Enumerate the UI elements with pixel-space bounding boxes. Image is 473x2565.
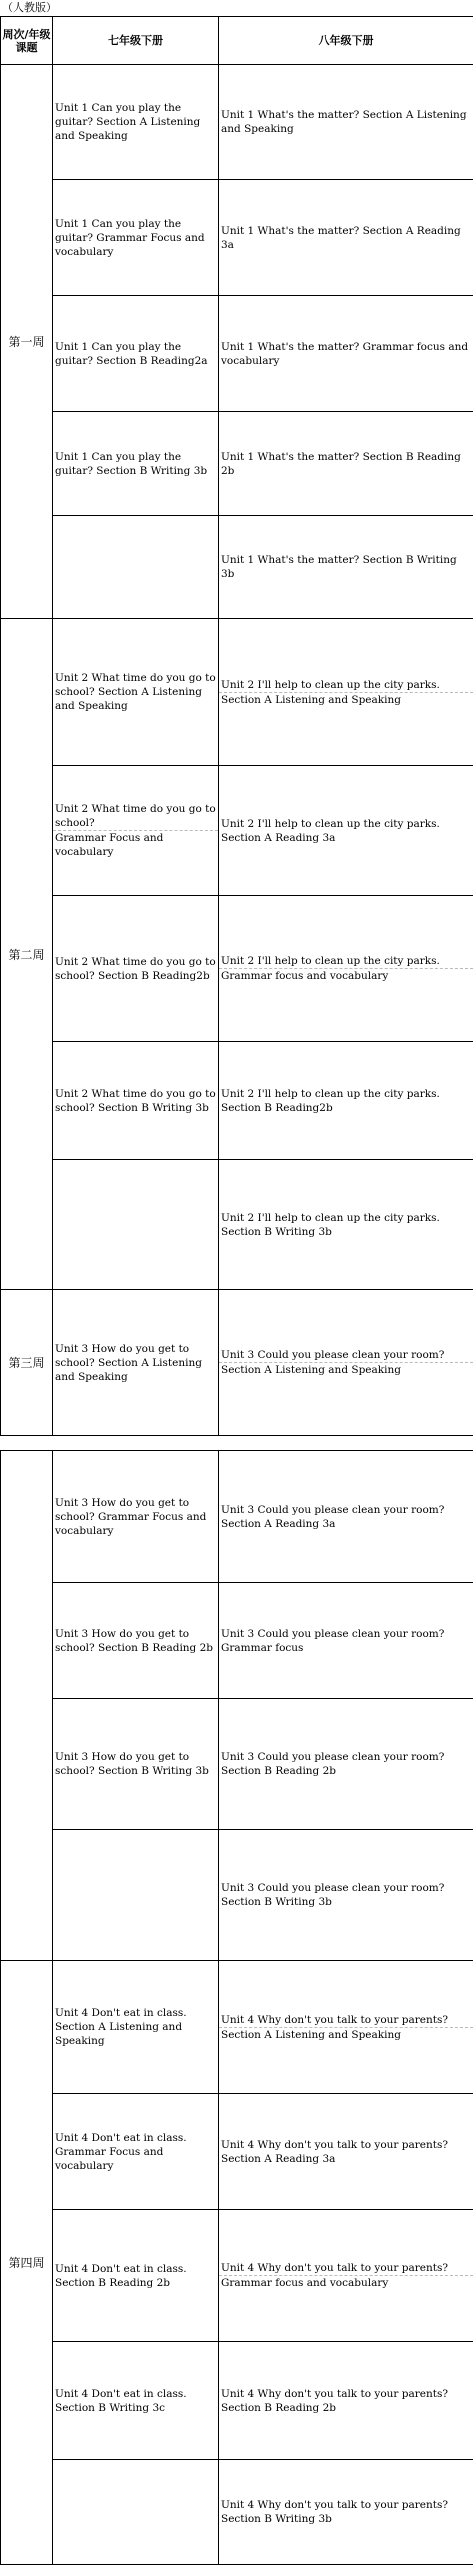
edition-note: （人教版）	[2, 1, 57, 14]
grade7-cell: Unit 3 How do you get to school? Section B Reading 2b	[53, 1583, 219, 1699]
grade8-cell-top: Unit 2 I'll help to clean up the city parks.	[219, 954, 473, 969]
grade8-cell: Unit 1 What's the matter? Section A Listening and Speaking	[219, 65, 473, 180]
table-row	[1, 619, 473, 766]
table-row	[1, 2094, 473, 2210]
grade7-cell: Unit 4 Don't eat in class. Section B Reading 2b	[53, 2210, 219, 2342]
header-week-subject: 周次/年级 课题	[1, 17, 53, 65]
table-row	[1, 65, 473, 180]
grade7-cell: Unit 4 Don't eat in class. Section B Writing 3c	[53, 2342, 219, 2460]
grade8-cell-bottom: Section A Listening and Speaking	[221, 693, 401, 706]
table-row	[1, 412, 473, 516]
header-row	[1, 17, 473, 65]
grade7-cell: Unit 2 What time do you go to school? Section B Reading2b	[53, 896, 219, 1042]
week-label-continued	[1, 1451, 53, 1961]
week-label: 第一周	[1, 65, 53, 619]
grade7-cell-bottom: Grammar Focus and vocabulary	[55, 832, 164, 858]
grade8-cell	[219, 1961, 473, 2094]
grade8-cell: Unit 1 What's the matter? Section B Reading 2b	[219, 412, 473, 516]
grade8-cell	[219, 1290, 473, 1436]
grade7-cell: Unit 1 Can you play the guitar? Section A Listening and Speaking	[53, 65, 219, 180]
grade7-cell-top: Unit 2 What time do you go to school?	[53, 802, 218, 831]
grade8-cell: Unit 3 Could you please clean your room? Section B Writing 3b	[219, 1830, 473, 1961]
grade7-cell: Unit 3 How do you get to school? Grammar Focus and vocabulary	[53, 1451, 219, 1583]
grade7-cell: Unit 1 Can you play the guitar? Section B Reading2a	[53, 296, 219, 412]
grade7-cell: Unit 3 How do you get to school? Section A Listening and Speaking	[53, 1290, 219, 1436]
grade8-cell: Unit 3 Could you please clean your room? Section B Reading 2b	[219, 1699, 473, 1830]
grade8-cell: Unit 2 I'll help to clean up the city parks. Section B Writing 3b	[219, 1160, 473, 1290]
grade8-cell: Unit 2 I'll help to clean up the city parks. Section B Reading2b	[219, 1042, 473, 1160]
table-row	[1, 296, 473, 412]
grade8-cell	[219, 896, 473, 1042]
table-row	[1, 1699, 473, 1830]
table-row	[1, 766, 473, 896]
grade8-cell: Unit 2 I'll help to clean up the city parks. Section A Reading 3a	[219, 766, 473, 896]
grade8-cell: Unit 3 Could you please clean your room? Grammar focus	[219, 1583, 473, 1699]
grade8-cell-top: Unit 3 Could you please clean your room?	[219, 1348, 473, 1363]
schedule-table	[0, 16, 473, 1436]
grade8-cell	[219, 2210, 473, 2342]
grade8-cell	[219, 619, 473, 766]
table-row	[1, 1160, 473, 1290]
schedule-table-continued	[0, 1450, 473, 2565]
table-row	[1, 1830, 473, 1961]
grade8-cell-bottom: Section A Listening and Speaking	[221, 2028, 401, 2041]
grade8-cell-top: Unit 4 Why don't you talk to your parents?	[219, 2013, 473, 2028]
table-row	[1, 1451, 473, 1583]
table-row	[1, 2342, 473, 2460]
grade8-cell: Unit 1 What's the matter? Section A Reading 3a	[219, 180, 473, 296]
grade7-cell: Unit 2 What time do you go to school? Section A Listening and Speaking	[53, 619, 219, 766]
header-grade8: 八年级下册	[219, 17, 473, 65]
schedule-sheet	[0, 16, 473, 2565]
header-grade7: 七年级下册	[53, 17, 219, 65]
table-row	[1, 1583, 473, 1699]
table-row	[1, 896, 473, 1042]
grade8-cell-top: Unit 4 Why don't you talk to your parents?	[219, 2261, 473, 2276]
grade7-cell	[53, 1160, 219, 1290]
week-label: 第三周	[1, 1290, 53, 1436]
week-label: 第二周	[1, 619, 53, 1290]
grade7-cell: Unit 4 Don't eat in class. Section A Listening and Speaking	[53, 1961, 219, 2094]
week-label: 第四周	[1, 1961, 53, 2565]
grade8-cell: Unit 1 What's the matter? Grammar focus and vocabulary	[219, 296, 473, 412]
grade8-cell-bottom: Grammar focus and vocabulary	[221, 2277, 389, 2289]
grade7-cell: Unit 3 How do you get to school? Section B Writing 3b	[53, 1699, 219, 1830]
grade7-cell: Unit 4 Don't eat in class. Grammar Focus and vocabulary	[53, 2094, 219, 2210]
table-row	[1, 1042, 473, 1160]
grade8-cell: Unit 4 Why don't you talk to your parents? Section B Writing 3b	[219, 2460, 473, 2565]
table-row	[1, 2460, 473, 2565]
table-row	[1, 1290, 473, 1436]
grade7-cell	[53, 2460, 219, 2565]
grade7-cell: Unit 2 What time do you go to school? Section B Writing 3b	[53, 1042, 219, 1160]
grade7-cell	[53, 1830, 219, 1961]
grade8-cell: Unit 3 Could you please clean your room? Section A Reading 3a	[219, 1451, 473, 1583]
grade8-cell-top: Unit 2 I'll help to clean up the city parks.	[219, 678, 473, 693]
grade7-cell	[53, 516, 219, 619]
table-row	[1, 1961, 473, 2094]
table-row	[1, 2210, 473, 2342]
grade8-cell: Unit 1 What's the matter? Section B Writing 3b	[219, 516, 473, 619]
page-gap	[0, 1436, 473, 1450]
grade7-cell	[53, 766, 219, 896]
table-row	[1, 516, 473, 619]
grade8-cell: Unit 4 Why don't you talk to your parents? Section A Reading 3a	[219, 2094, 473, 2210]
grade8-cell: Unit 4 Why don't you talk to your parents? Section B Reading 2b	[219, 2342, 473, 2460]
grade7-cell: Unit 1 Can you play the guitar? Grammar Focus and vocabulary	[53, 180, 219, 296]
grade7-cell: Unit 1 Can you play the guitar? Section B Writing 3b	[53, 412, 219, 516]
grade8-cell-bottom: Grammar focus and vocabulary	[221, 970, 389, 982]
table-row	[1, 180, 473, 296]
grade8-cell-bottom: Section A Listening and Speaking	[221, 1364, 401, 1376]
